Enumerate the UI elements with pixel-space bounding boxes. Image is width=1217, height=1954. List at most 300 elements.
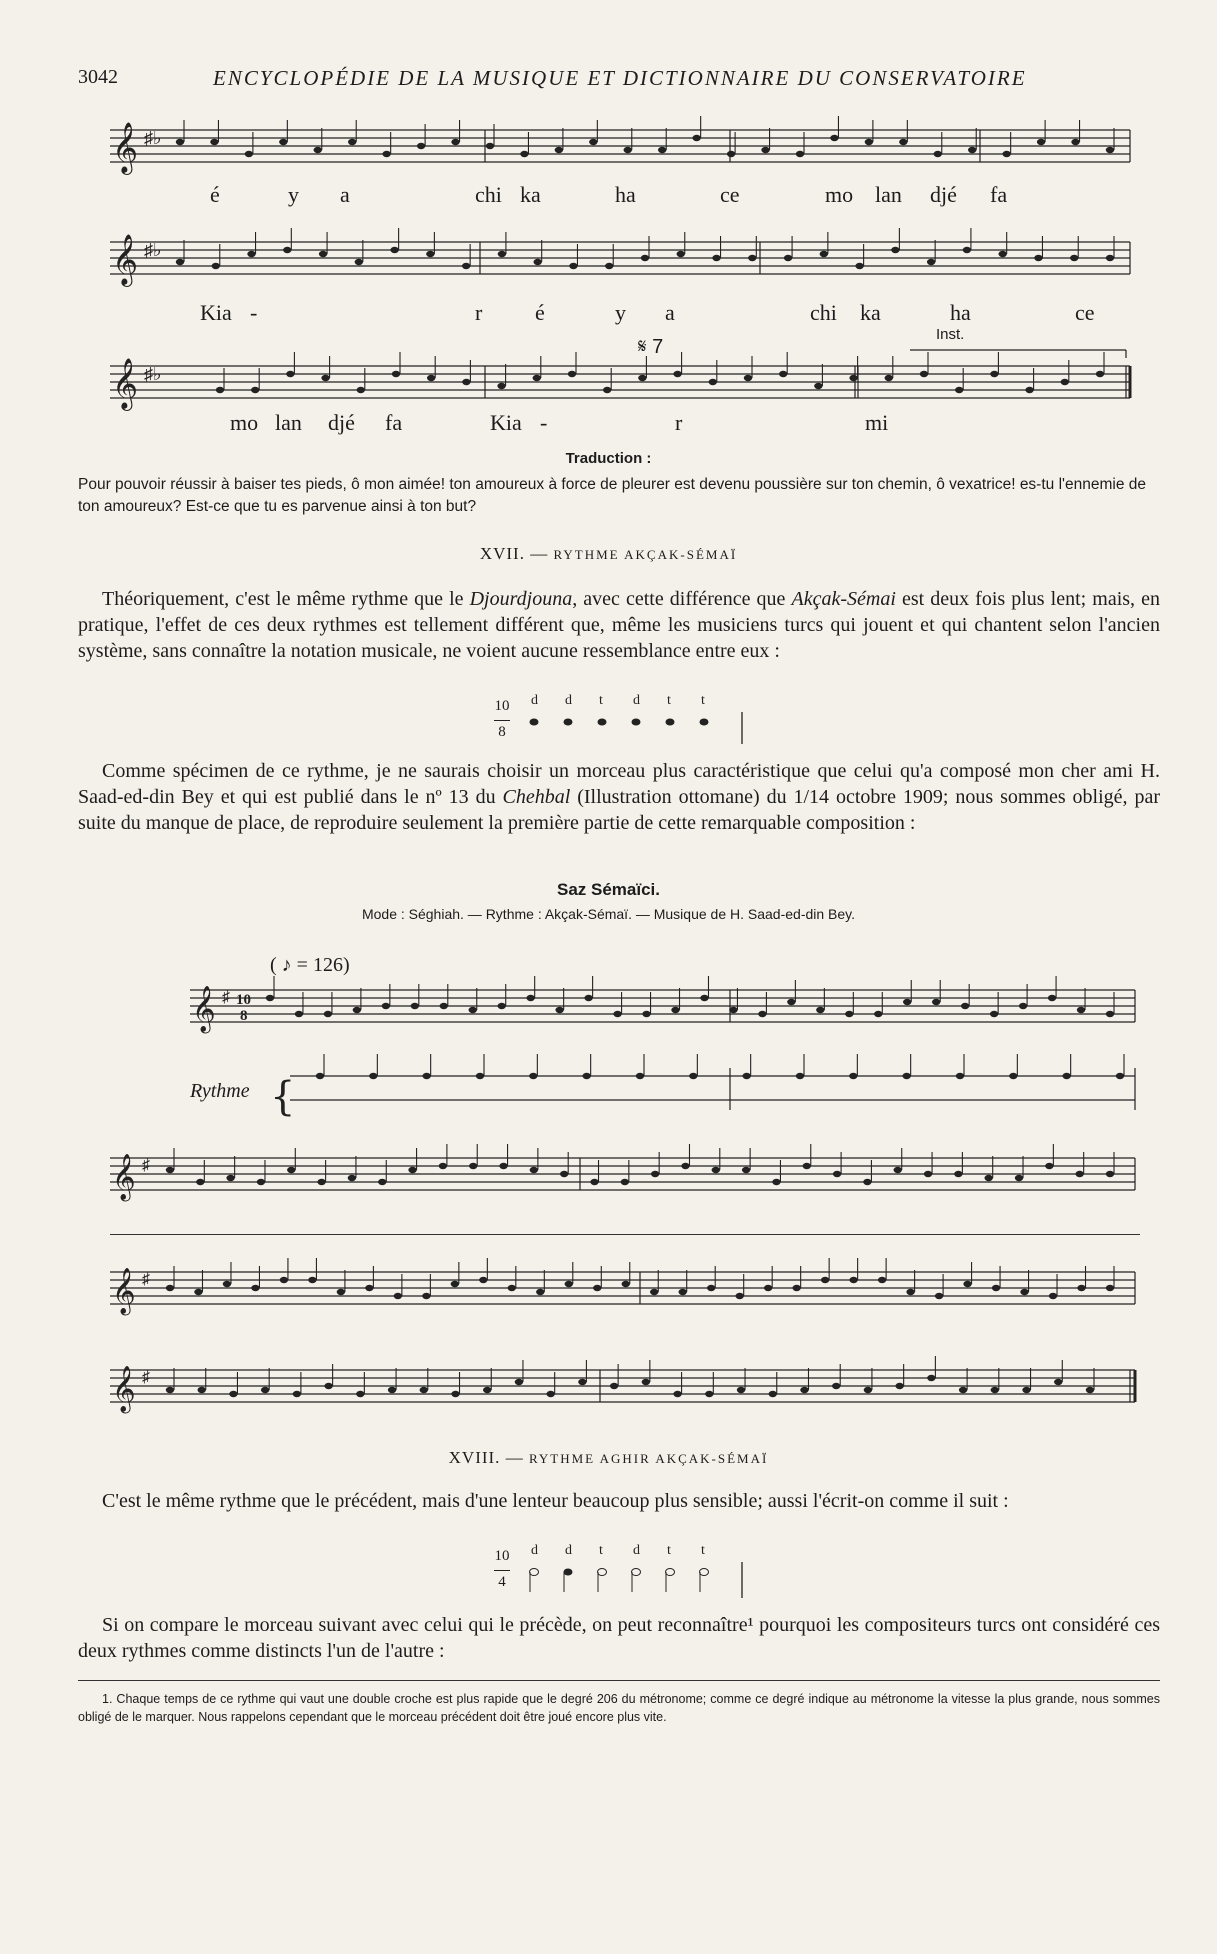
note-head [280,1277,288,1283]
note-head [166,1387,174,1393]
note-head [779,371,787,377]
staff-lines [190,976,1140,1036]
svg-text:♯♭: ♯♭ [144,364,162,384]
note-head [673,1391,681,1397]
note-head [555,1007,563,1013]
note-head [469,1007,477,1013]
note-head [324,1011,332,1017]
note-head [830,135,838,141]
section-17-paragraph-2 [78,758,1160,836]
meter-numerator: 10 [494,1548,510,1564]
note-head [251,1285,259,1291]
note-head [353,1007,361,1013]
note-head [257,1179,265,1185]
note-head [287,1167,295,1173]
meter-den: 8 [240,1008,248,1024]
note-head [245,151,253,157]
lyric: fa [990,182,1008,207]
italic-term: Djourdjouna [469,588,573,610]
lyric: ka [860,300,881,325]
note-head [671,1007,679,1013]
note-head [497,383,505,389]
note-head [744,375,752,381]
note-head [469,1163,477,1169]
note-head [1037,139,1045,145]
note-head [727,151,735,157]
note-head [394,1293,402,1299]
syllable: t [599,693,603,708]
syllable: d [531,693,538,708]
song-lyrics-2 [110,300,1140,330]
note-head [641,255,649,261]
lyric: fa [385,410,403,435]
note-head [820,251,828,257]
lyric: r [675,410,683,435]
note-head [321,375,329,381]
note-head [742,1167,750,1173]
text-run: Théoriquement, c'est le même rythme que le [102,588,470,610]
note-head [673,371,681,377]
lyric: chi [475,182,502,207]
note-head [1022,1387,1030,1393]
note-head [613,1011,621,1017]
note-head [712,1167,720,1173]
svg-text:♯: ♯ [142,1157,150,1174]
lyric: mo [230,410,259,435]
note-head [735,1293,743,1299]
note-head [337,1289,345,1295]
note-head [700,995,708,1001]
note-head [878,1277,886,1283]
note-head [891,247,899,253]
note-head [196,1179,204,1185]
note-head [792,1285,800,1291]
note-head [198,1387,206,1393]
lyric: ha [950,300,971,325]
note-head [382,151,390,157]
song-staff-3 [110,336,1140,416]
note-head [650,1289,658,1295]
note-head [533,375,541,381]
note-head [758,1011,766,1017]
note-head [261,1387,269,1393]
note-head [934,151,942,157]
svg-text:𝄞: 𝄞 [112,1366,136,1412]
note-head [251,387,259,393]
note-head [927,259,935,265]
note-head [295,1011,303,1017]
note-head [451,1281,459,1287]
note-head [932,999,940,1005]
note-head [642,1379,650,1385]
rhythm-formula-10-4 [490,1540,750,1606]
note-head [515,1379,523,1385]
rhythm-note [700,719,709,726]
note-head [1002,151,1010,157]
syllable: d [531,1543,538,1558]
note-head [990,1011,998,1017]
lyric: é [210,182,220,207]
note-head [963,1281,971,1287]
rhythm-note [632,719,641,726]
note-head [803,1163,811,1169]
note-head [959,1387,967,1393]
note-head [427,375,435,381]
section-18-title [0,1448,1217,1468]
text-run: Comme spécimen de ce rythme, je ne saurais choisir un morceau plus caractéristique que celui qu'a composé mon cher ami H. Saad-ed-din Bey et qui est publié dans le nº 13 du [78,760,1160,808]
note-head [638,375,646,381]
svg-text:𝄞: 𝄞 [112,1268,136,1314]
svg-text:𝄞: 𝄞 [112,1154,136,1200]
note-head [1096,371,1104,377]
note-head [761,147,769,153]
note-head [863,1179,871,1185]
note-head [603,387,611,393]
note-head [796,151,804,157]
note-head [855,263,863,269]
syllable: d [633,693,640,708]
note-head [1034,255,1042,261]
syllable: t [701,1543,705,1558]
staff-lines [110,1248,1140,1328]
note-head [365,1285,373,1291]
note-head [991,1387,999,1393]
syllable: t [667,693,671,708]
note-head [963,247,971,253]
note-head [530,1167,538,1173]
note-head [210,139,218,145]
note-head [593,1285,601,1291]
rhythm-symbols [490,1540,750,1606]
section-18-paragraph-1: C'est le même rythme que le précédent, mais d'une lenteur beaucoup plus sensible; aussi l'écrit-on comme il suit : [102,1490,1009,1512]
note-head [658,147,666,153]
lyric: ka [520,182,541,207]
note-head [382,1003,390,1009]
rhythm-note [632,1569,641,1576]
piece-staff-2 [110,1130,1140,1210]
note-head [499,1163,507,1169]
note-head [707,1285,715,1291]
syllable: d [565,1543,572,1558]
note-head [479,1277,487,1283]
lyric: é [535,300,545,325]
note-head [1077,1285,1085,1291]
italic-term: Akçak-Sémai [791,588,896,610]
note-head [526,995,534,1001]
lyric: r [475,300,483,325]
lyric: ce [1075,300,1095,325]
lyric: a [665,300,675,325]
note-head [229,1391,237,1397]
song-lyrics-3 [110,410,1140,440]
section-17-title [0,544,1217,564]
note-head [1071,139,1079,145]
note-head [935,1293,943,1299]
note-head [849,375,857,381]
note-head [356,1391,364,1397]
note-head [748,255,756,261]
note-head [286,371,294,377]
text-run: est deux fois plus lent; mais, en pratique, l'effet de ces deux rythmes est tellement différent que, même les musiciens turcs qui jouent et qui chantent selon l'ancien système, sans connaître la notation musicale, ne voient aucune ressemblance entre eux : [78,588,1160,662]
piece-subtitle: Mode : Séghiah. — Rythme : Akçak-Sémaï. — Musique de H. Saad-ed-din Bey. [361,906,856,922]
segno-number: 7 [652,336,664,358]
traduction-title: Traduction : [565,450,652,467]
note-head [565,1281,573,1287]
lyric: chi [810,300,837,325]
note-head [712,255,720,261]
note-head [422,1293,430,1299]
note-head [849,1277,857,1283]
note-head [266,995,274,1001]
note-head [378,1179,386,1185]
dash: — [530,544,549,563]
lyric: djé [328,410,355,435]
note-head [833,1171,841,1177]
note-head [796,1073,804,1079]
note-head [636,1073,644,1079]
note-head [689,1073,697,1079]
svg-text:♯: ♯ [142,1369,150,1386]
note-head [212,263,220,269]
note-head [283,247,291,253]
lyric: ha [615,182,636,207]
note-head [166,1285,174,1291]
section-17-paragraph-1 [78,586,1160,664]
note-head [317,1179,325,1185]
svg-text:♯: ♯ [142,1271,150,1288]
note-head [498,251,506,257]
note-head [679,1289,687,1295]
note-head [293,1391,301,1397]
piece-staff-1 [190,976,1140,1036]
dash: — [505,1448,524,1467]
note-head [422,1073,430,1079]
note-head [769,1391,777,1397]
note-head [1106,1285,1114,1291]
song-staff-1 [110,110,1140,180]
note-head [533,259,541,265]
rhythm-note [564,1569,573,1576]
note-head [1116,1073,1124,1079]
note-head [742,1073,750,1079]
rhythm-note [530,1569,539,1576]
footnote-rule [78,1680,1160,1681]
tempo-mark: ( ♪ = 126) [270,954,350,976]
lyric: - [540,410,548,435]
note-head [483,1387,491,1393]
text-run: , avec cette différence que [572,588,792,610]
note-head [498,1003,506,1009]
note-head [1086,1387,1094,1393]
note-head [729,1007,737,1013]
syllable: t [599,1543,603,1558]
staff-lines [110,1350,1140,1430]
note-head [1054,1379,1062,1385]
rhythm-formula-10-8 [490,690,750,756]
note-head [536,1289,544,1295]
note-head [314,147,322,153]
lyric: y [288,182,299,207]
rhythm-symbols [490,690,750,756]
note-head [920,371,928,377]
note-head [529,1073,537,1079]
note-head [955,387,963,393]
inst-label: Inst. [936,326,965,343]
lyric: lan [275,410,302,435]
rhythm-note [666,719,675,726]
note-head [605,263,613,269]
note-head [1070,255,1078,261]
running-title: ENCYCLOPÉDIE DE LA MUSIQUE ET DICTIONNAIRE DU CONSERVATOIRE [213,66,1027,90]
note-head [426,251,434,257]
section-number: XVIII. [448,1448,501,1467]
note-head [894,1167,902,1173]
lyric: Kia [490,410,522,435]
note-head [555,147,563,153]
note-head [308,1277,316,1283]
note-head [800,1387,808,1393]
note-head [520,151,528,157]
text-run: (Illustration ottomane) du 1/14 octobre 1909; nous sommes obligé, par suite du manque de place, de reproduire seulement la première partie de cette remarquable composition : [78,786,1160,834]
lyric: lan [875,182,902,207]
note-head [990,371,998,377]
note-head [845,1011,853,1017]
note-head [348,139,356,145]
note-head [784,255,792,261]
note-head [440,1003,448,1009]
note-head [681,1163,689,1169]
syllable: t [701,693,705,708]
lyric: mi [865,410,889,435]
note-head [1045,1163,1053,1169]
note-head [578,1379,586,1385]
note-head [895,1383,903,1389]
note-head [956,1073,964,1079]
section-number: XVII. [479,544,525,563]
note-head [1106,1171,1114,1177]
lyric: Kia [200,300,232,325]
piece-title: Saz Sémaïci. [556,880,660,899]
note-head [486,143,494,149]
note-head [787,999,795,1005]
svg-text:𝄞: 𝄞 [112,122,139,173]
note-head [319,251,327,257]
note-head [589,139,597,145]
note-head [865,139,873,145]
note-head [568,371,576,377]
note-head [390,247,398,253]
note-head [961,1003,969,1009]
note-head [874,1011,882,1017]
piece-staff-4 [110,1350,1140,1430]
note-head [1025,387,1033,393]
note-head [772,1179,780,1185]
section-heading: RYTHME AGHIR AKÇAK-SÉMAÏ [528,1451,769,1466]
rhythm-staff [270,1054,1140,1134]
note-head [1077,1007,1085,1013]
note-head [622,1281,630,1287]
note-head [927,1375,935,1381]
note-head [451,139,459,145]
section-heading: RYTHME AKÇAK-SÉMAÏ [553,547,738,562]
lyric: y [615,300,626,325]
note-head [560,1171,568,1177]
note-head [420,1387,428,1393]
note-head [451,1391,459,1397]
note-head [476,1073,484,1079]
note-head [1015,1175,1023,1181]
note-head [642,1011,650,1017]
note-head [223,1281,231,1287]
note-head [902,1073,910,1079]
note-head [1009,1073,1017,1079]
note-head [247,251,255,257]
note-head [355,259,363,265]
meter-numerator: 10 [494,698,510,714]
note-head [903,999,911,1005]
note-head [1075,1171,1083,1177]
note-head [417,143,425,149]
note-head [954,1171,962,1177]
note-head [439,1163,447,1169]
note-head [411,1003,419,1009]
segno-mark: 𝄋 7 [638,336,664,358]
note-head [885,375,893,381]
note-head [864,1387,872,1393]
staff-lines [110,1130,1140,1210]
meter-denominator: 8 [498,724,506,740]
meter-num: 10 [236,992,251,1008]
note-head [1062,1073,1070,1079]
svg-text:𝄞: 𝄞 [192,986,216,1032]
note-head [677,251,685,257]
rhythm-label: Rythme [190,1080,250,1102]
lyric: - [250,300,258,325]
song-lyrics-1 [110,182,1140,212]
rhythm-note [598,1569,607,1576]
note-head [1020,1289,1028,1295]
note-head [462,263,470,269]
svg-text:♯: ♯ [222,989,230,1006]
note-head [764,1285,772,1291]
note-head [1048,995,1056,1001]
note-head [216,387,224,393]
lyric: mo [825,182,854,207]
note-head [816,1007,824,1013]
note-head [392,371,400,377]
rhythm-note [700,1569,709,1576]
note-head [906,1289,914,1295]
note-head [582,1073,590,1079]
rhythm-note [530,719,539,726]
note-head [176,259,184,265]
note-head [279,139,287,145]
note-head [737,1387,745,1393]
syllable: d [633,1543,640,1558]
note-head [194,1289,202,1295]
section-18-paragraph-2: Si on compare le morceau suivant avec celui qui le précède, on peut reconnaître¹ pourquoi les compositeurs turcs ont considéré ces deux rythmes comme distincts l'un de l'autre : [78,1614,1160,1662]
lyric: a [340,182,350,207]
svg-text:{: { [270,1074,296,1120]
note-head [1106,147,1114,153]
note-head [166,1167,174,1173]
note-head [408,1167,416,1173]
song-staff-2 [110,222,1140,292]
note-head [348,1175,356,1181]
note-head [590,1179,598,1185]
note-head [357,387,365,393]
note-head [369,1073,377,1079]
